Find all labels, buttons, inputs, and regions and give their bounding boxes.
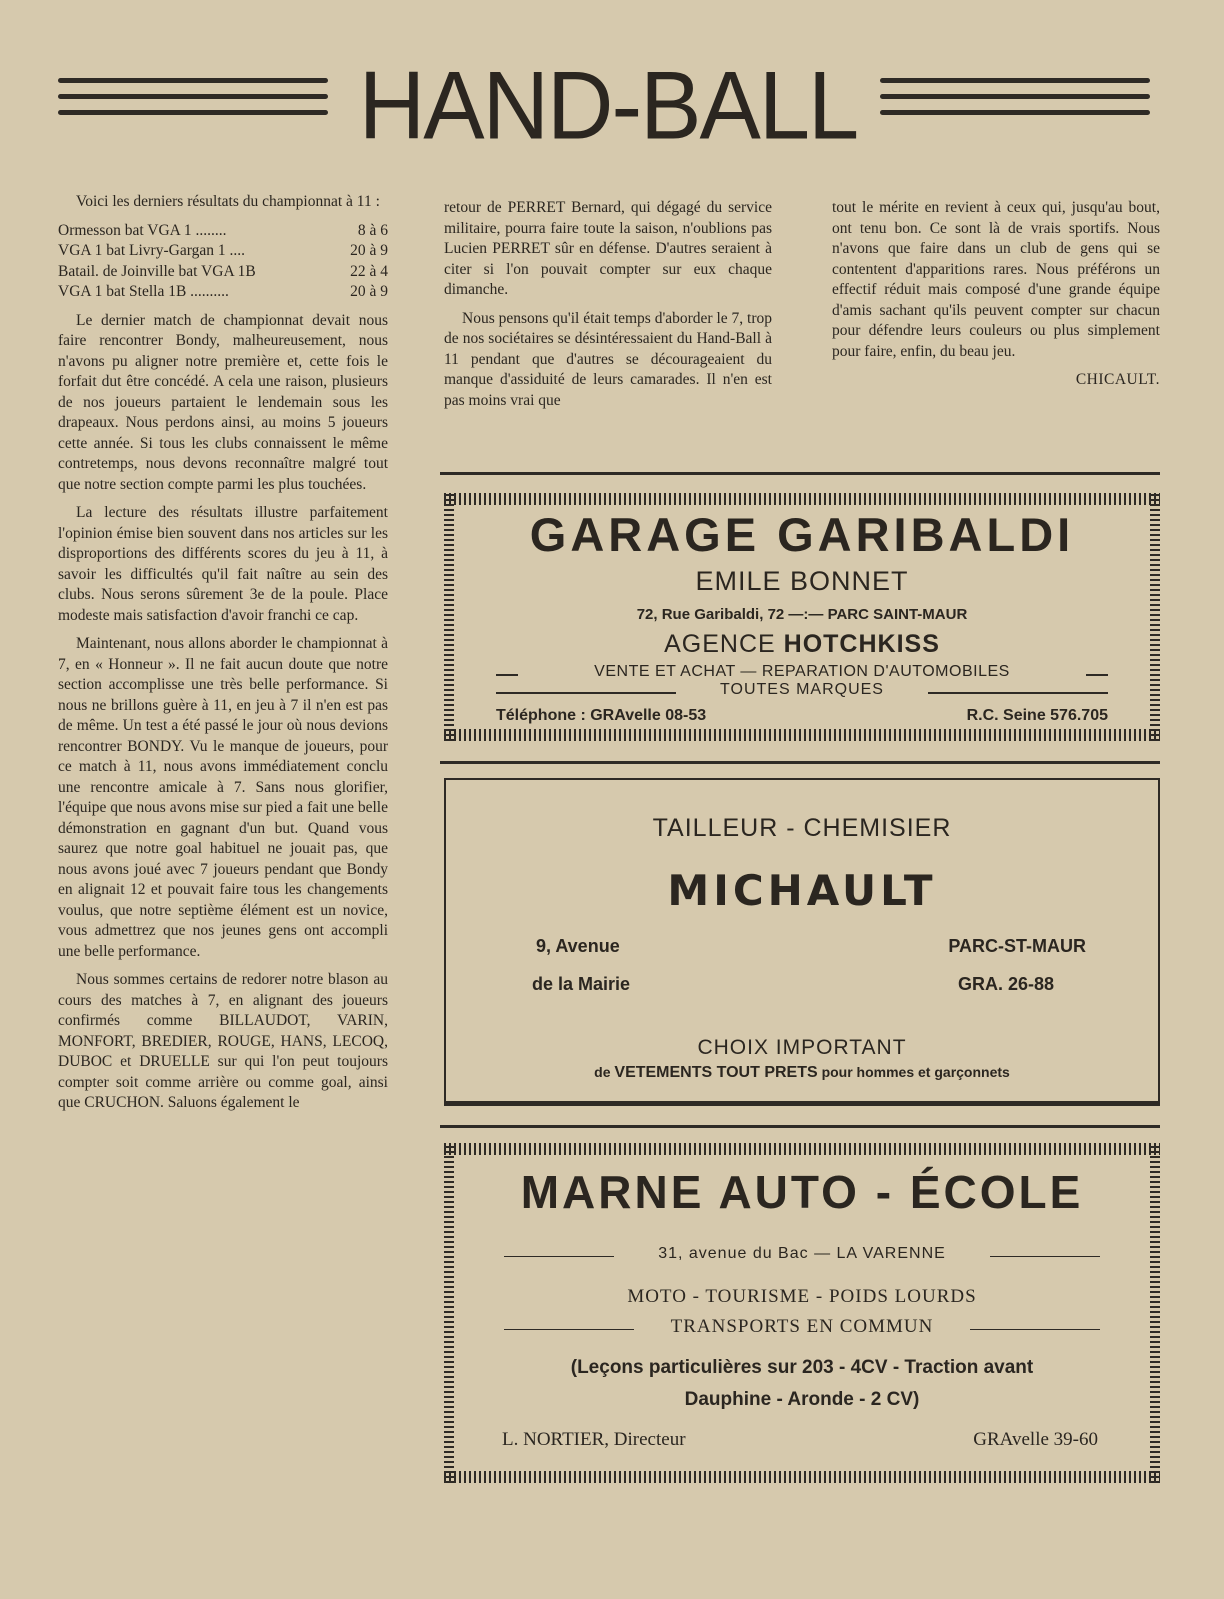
ad-subtagline [444,1064,1160,1082]
divider-line [440,1125,1160,1128]
article-paragraph: Nous sommes certains de redorer notre blason au cours des matches à 7, en alignant des joueurs confirmés comme BILLAUDOT, VARIN, MONFORT, BREDIER, ROUGE, HANS, LECOQ, DUBOC et DRUELLE sur qui l'on peut toujours compter soit comme arrière ou comme goal, ainsi que CRUCHON. Saluons également le [58,971,388,1111]
ad-dash [970,1329,1100,1330]
ad-city: PARC-ST-MAUR [948,936,1086,956]
ad-border-bottom [444,729,1160,741]
page-title: HAND-BALL [358,52,858,160]
result-match: VGA 1 bat Stella 1B .......... [58,283,229,300]
ad-business-name: GARAGE GARIBALDI [529,508,1075,561]
result-row [58,241,388,262]
ad-dash [928,692,1108,694]
result-match: Ormesson bat VGA 1 ........ [58,221,227,239]
ad-address-line-2: de la Mairie [532,974,631,994]
article-paragraph: La lecture des résultats illustre parfaitement l'opinion émise bien souvent dans nos articles sur les disproportions des différents scores du jeu à 11, à savoir les difficultés qu'il fait naître au sein des clubs. Nous serons sûrement 3e de la poule. Place modeste mais satisfaction d'avoir franchi ce cap. [58,504,388,624]
ad-marques: TOUTES MARQUES [720,681,884,698]
ad-registration: R.C. Seine 576.705 [966,707,1108,724]
left-ornament-lines [58,78,328,126]
article-signature: CHICAULT. [1075,371,1160,388]
result-match: VGA 1 bat Livry-Gargan 1 .... [58,242,245,259]
article-paragraph: Nous pensons qu'il était temps d'aborder le 7, trop de nos sociétaires se désintéressaient du Hand-Ball à 11 pendant que d'autres se décourageaient du manque d'assiduité de leurs camarades. Il n'en est pas moins vrai que [444,309,772,409]
ad-subtagline-pre: de [594,1064,611,1080]
section-header [58,52,1158,160]
article-paragraph: retour de PERRET Bernard, qui dégagé du service militaire, pourra faire toute la saison, n'oublions pas Lucien PERRET sûr en défense. D'autres seraient à citer si l'on pouvait compter sur eux chaque dimanche. [444,199,772,298]
article-paragraph: Maintenant, nous allons aborder le championnat à 7, en « Honneur ». Il ne fait aucun doute que notre section accomplisse une très belle performance. Si nous ne brillons guère à 11, en jeu à 7 il n'en est pas de même. Un test a été passé le jour où nous devions rencontrer BONDY. Vu le manque de joueurs, pour ce match à 11, nous avons immédiatement conclu une rencontre amicale à 7. Sans nous glorifier, l'équipe que nous avons mise sur pied a fait une belle démonstration en gagnant d'un but. Quand vous saurez que notre goal habituel ne jouait pas, que nous avons joué avec 7 joueurs pendant que Bondy en alignait 12 et pouvait faire tous les changements voulus, que notre septième élément est un novice, vous admettrez que nos jeunes gens ont accompli une belle performance. [58,635,388,960]
divider-line [440,761,1160,764]
divider-line [440,472,1160,475]
ad-services-1: MOTO - TOURISME - POIDS LOURDS [627,1286,977,1307]
article-column-1 [58,192,388,1122]
ad-subtagline-main: VETEMENTS TOUT PRETS [614,1064,818,1081]
result-score: 22 à 4 [350,262,388,280]
ad-lessons-models: Dauphine - Aronde - 2 CV) [684,1389,920,1410]
ad-agency-brand: HOTCHKISS [783,630,940,658]
right-ornament-lines [880,78,1150,126]
ad-address: 72, Rue Garibaldi, 72 —:— PARC SAINT-MAUR [636,606,968,623]
result-score: 8 à 6 [357,221,388,239]
ad-subtagline-post: pour hommes et garçonnets [821,1064,1010,1080]
ad-business-name: MICHAULT [667,866,937,915]
ad-trade: TAILLEUR - CHEMISIER [652,814,952,842]
results-list [58,221,388,303]
ad-phone: GRA. 26-88 [957,974,1054,994]
result-match: Batail. de Joinville bat VGA 1B [58,262,256,280]
ad-garage-garibaldi [444,493,1160,746]
ad-services-2: TRANSPORTS EN COMMUN [670,1316,934,1337]
ad-phone: Téléphone : GRAvelle 08-53 [496,707,707,724]
ad-director: L. NORTIER, Directeur [502,1429,686,1450]
result-row [58,262,388,283]
ad-border-top [444,493,1160,505]
ad-marne-auto-ecole [444,1143,1160,1483]
ad-owner-name: EMILE BONNET [695,566,909,596]
ad-dash [1086,674,1108,676]
ad-border-top [444,1143,1160,1155]
ad-address-line-1: 9, Avenue [536,936,620,956]
ad-agency-prefix: AGENCE [664,630,776,658]
article-paragraph: Le dernier match de championnat devait nous faire rencontrer Bondy, malheureusement, nous n'avons pu aligner notre première et, cette fois le forfait dut être concédé. A cela une raison, plusieurs de nos joueurs partaient le lendemain sous les drapeaux. Nous perdons ainsi, au moins 5 joueurs cette année. Si tous les clubs connaissent le même contretemps, nous devons reconnaître malgré tout que notre section compte parmi les plus touchées. [58,311,388,493]
article-column-3 [832,198,1160,391]
article-paragraph: tout le mérite en revient à ceux qui, jusqu'au bout, ont tenu bon. Ce sont là de vrais sportifs. Nous n'avons que faire dans un club de gens qui se contentent d'apparitions rares. Nous préférons un effectif réduit mais composé d'une grande équipe d'amis sachant qu'ils peuvent compter sur chacun pour défendre leurs couleurs ou plus simplement pour faire, enfin, du beau jeu. [832,199,1160,360]
ad-address: 31, avenue du Bac — LA VARENNE [658,1245,946,1262]
article-column-2 [444,198,772,419]
result-row [58,282,388,303]
article-intro: Voici les derniers résultats du championnat à 11 : [76,193,380,210]
ad-lessons: (Leçons particulières sur 203 - 4CV - Traction avant [570,1357,1034,1378]
ad-phone: GRAvelle 39-60 [973,1429,1098,1450]
ad-agency [444,630,1160,659]
result-score: 20 à 9 [350,242,388,259]
result-score: 20 à 9 [350,283,388,300]
result-row [58,221,388,242]
ad-dash [990,1256,1100,1257]
ad-services: VENTE ET ACHAT — REPARATION D'AUTOMOBILES [594,663,1010,680]
ad-border-bottom [444,1471,1160,1483]
ad-tagline: CHOIX IMPORTANT [697,1036,907,1059]
ad-michault [444,778,1160,1111]
ad-business-name: MARNE AUTO - ÉCOLE [520,1166,1084,1218]
